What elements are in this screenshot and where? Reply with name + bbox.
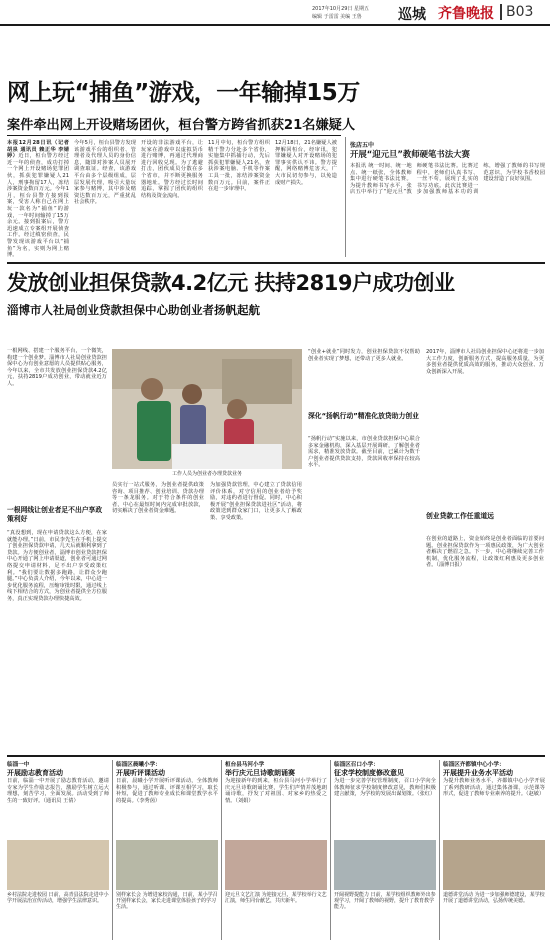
bottom-item: 临淄区齐都镇中心小学： 开展提升业务水平活动 为提升教师业务水平，齐都镇中心小学开展了系列教研活动，通过集体备课、示范课等形式，促进了教师专业素养的提升。（赵敏） 道德讲堂活动 为进一步加强师德建设，某学校开展了道德讲堂活动，弘扬传统美德。 — [443, 762, 545, 905]
bottom-item: 桓台县马河小学 举行庆元旦诗歌朗诵赛 为迎接新年的到来，桓台县马河小学举行了庆元旦诗歌朗诵比赛，学生们声情并茂地朗诵诗歌，抒发了对祖国、对家乡的热爱之情。（刘娟） 迎元旦文艺汇演 为迎接元旦，某学校举行文艺汇演，师生同台献艺，共庆新年。 — [225, 762, 327, 905]
bottom-col-divider — [221, 760, 222, 940]
editor-credit: 编辑 于雷雷 美编 王鲁 — [312, 14, 362, 20]
second-col-5: “创业+就业”同时发力，创业担保贷款不仅帮助创业者实现了梦想，还带动了更多人就业。 — [308, 349, 420, 362]
section1-title: 一根网线让创业者足不出户享政策利好 — [7, 506, 103, 523]
section3-title: 创业贷款工作任重道远 — [426, 512, 494, 520]
issue-date: 2017年10月29日 星期五 — [312, 6, 370, 12]
side-story — [350, 140, 545, 258]
photo-caption: 工作人员为创业者办理贷款业务 — [171, 471, 242, 477]
second-col-6: 2017年，淄博市人社局创业担保中心还将进一步加大工作力度，创新服务方式，提高服务质量，为更多创业者提供优质高效的服务，推动大众创业、万众创新深入开展。 — [426, 349, 544, 375]
section-divider — [7, 262, 545, 264]
top-story-col-2: 今年5月，桓台县警方发现该游戏平台的组织者、管理者及代理人员的身份信息，随即对涉案人员展开调查取证。经查，该游戏平台由多个层级组成，层层发展代理，吸引大量玩家参与赌博，其中涉及赌资达数百万元，严重扰乱社会秩序。 — [74, 140, 136, 206]
second-col-4: 为加强贷款管理，中心建立了贷款信用评价体系，对守信用的创业者给予奖励，对违约者进行督促。同时，中心积极开展“创业担保贷款进社区”活动，将政策送到群众家门口，让更多人了解政策、享受政策。 — [210, 482, 302, 521]
bottom-col-divider — [439, 760, 440, 940]
section1-body: “真没想到，现在申请贷款这么方便，在家就能办理。”日前，市民李先生在手机上提交了创业担保贷款申请，几天后就顺利拿到了贷款。为方便创业者，淄博市创业贷款担保中心开通了网上申请渠道，创业者可通过网络提交申请材料，足不出户享受政策红利。“我们要让数据多跑路，让群众少跑腿。”中心负责人介绍，今年以来，中心进一步优化服务流程，压缩审批时限，通过线上线下相结合的方式，为创业者提供全方位服务，真正实现贷款办理快捷高效。 — [7, 530, 107, 602]
newspaper-logo: 齐鲁晚报 — [438, 6, 494, 22]
top-rule — [7, 135, 341, 136]
side-divider — [345, 137, 346, 257]
section2-title: 深化“扬帆行动”精准化放贷助力创业 — [308, 412, 419, 420]
side-body: 本报讯 统一时间、统一地点、统一纸张，全体教师集中进行硬笔书法比赛。为提升教师书写水平，张店五中举行了“迎元旦”教师硬笔书法比赛。比赛过程中，老师们认真书写、一丝不苟，展现了扎实的书写功底。此次比赛进一步加强教师基本功的训练，增强了教师的书写规范意识，为学校书香校园建设营造了良好氛围。 — [350, 163, 545, 196]
top-headline: 网上玩“捕鱼”游戏，一年输掉15万 — [7, 80, 360, 106]
top-story-col-5: 12月18日，21名嫌疑人被押解回桓台，经审讯，犯罪嫌疑人对开设赌场的犯罪事实供认不讳。警方提醒，网络赌博危害大，广大市民切勿参与，以免造成财产损失。 — [275, 140, 337, 186]
top-subhead: 案件牵出网上开设赌场团伙，桓台警方跨省抓获21名嫌疑人 — [7, 118, 356, 133]
bottom-item: 临淄一中 开展励志教育活动 日前，临淄一中开展了励志教育活动，邀请专家为学生作励志报告，激励学生树立远大理想，刻苦学习，全面发展。活动受到了师生的一致好评。（通讯员 王倩） 乡村法院走进校园 日前，高青县法院走进中小学开展法治宣传活动，增强学生法律意识。 — [7, 762, 109, 905]
bottom-item: 临淄区晨曦小学： 开展听评课活动 日前，晨曦小学开展听评课活动，全体教师积极参与，通过听课、评课互相学习，取长补短，促进了教师专业成长和课堂教学水平的提高。（李秀茵） 别样家长会 为增进家校沟通，日前，某小学召开别样家长会，家长走进课堂体验孩子的学习生活。 — [116, 762, 218, 911]
photo-illustration — [112, 349, 302, 469]
bottom-divider — [7, 755, 545, 757]
top-story-col-4: 11月中旬，桓台警方组织精干警力分赴多个省份，实施集中抓捕行动，先后抓获犯罪嫌疑人21名，查获涉案电脑、手机等作案工具一批，冻结涉案资金数百万元。目前，案件正在进一步审理中。 — [208, 140, 270, 193]
bottom-photo — [7, 840, 109, 890]
bottom-col-divider — [112, 760, 113, 940]
second-headline: 发放创业担保贷款4.2亿元 扶持2819户成功创业 — [7, 271, 455, 295]
bottom-item: 临淄区召口小学： 征求学校制度修改意见 为进一步完善学校管理制度，召口小学向全体教师征求学校制度修改意见，教师们积极建言献策，为学校的发展出谋划策。（张红） 开阔视野提能力 日前，某学校组织教师外出参观学习，开阔了教师的视野，提升了教育教学能力。 — [334, 762, 436, 911]
side-kicker: 张店五中 — [350, 142, 375, 149]
second-subhead: 淄博市人社局创业贷款担保中心助创业者扬帆起航 — [7, 303, 260, 317]
page-divider — [500, 4, 502, 20]
side-headline: 开展“迎元旦”教师硬笔书法大赛 — [350, 149, 470, 159]
section2-body: “扬帆行动”实施以来，市创业贷款担保中心联合多家金融机构，深入基层开展调研，了解创业者需求，精准发放贷款。截至目前，已累计为数千户创业者提供贷款支持，贷款回收率保持在较高水平。 — [308, 436, 420, 469]
story-photo — [112, 349, 302, 469]
page-number: B03 — [506, 4, 534, 20]
bottom-photo — [116, 840, 218, 890]
bottom-photo — [225, 840, 327, 890]
second-col-3: 员实行一站式服务，为创业者提供政策咨询、项目推荐、创业培训、贷款办理等一条龙服务。对于符合条件的创业者，中心在最短时间内完成审批放款，切实解决了创业者资金难题。 — [112, 482, 204, 515]
bottom-photo — [334, 840, 436, 890]
top-story-col-3: 开设的非法游戏平台，让玩家在游戏中以虚拟货币进行赌博，再通过代理商进行回收兑现。为了逃避打击，团伙成员分散在多个省市，并不断更换服务器地址。警方经过长时间追踪，掌握了团伙的组织结构及资金流向。 — [141, 140, 203, 199]
section3-body: 在创业的道路上，资金始终是创业者面临的首要问题。创业担保贷款作为一项惠民政策，为广大创业者解决了燃眉之急。下一步，中心将继续完善工作机制，优化服务流程，让政策红利惠及更多创业者。（淄博日报） — [426, 536, 544, 569]
second-intro: 一根网线、搭建一个服务平台，一个微笑，构建一个创业梦。淄博市人社局创业贷款担保中心为有创业意愿的人员提供贴心服务，今年以来，全市共发放创业担保贷款4.2亿元，扶持2819户成功创业，带动就业近万人。 — [7, 348, 107, 387]
masthead — [0, 0, 550, 26]
bottom-col-divider — [330, 760, 331, 940]
bottom-photo — [443, 840, 545, 890]
section-name: 巡城 — [398, 7, 426, 23]
top-story-col-1: 本报12月28日讯（记者 胡泉 通讯员 赖正华 李婧婷）近日，桓台警方经过近一年的侦查，成功打掉一个网上开设赌场犯罪团伙，抓获犯罪嫌疑人21人，刑事拘留17人，冻结涉案资金数百万元。今年1月，桓台县警方接到报案，受害人称自己在网上玩一款名为“捕鱼”的游戏，一年时间输掉了15万余元。接到报案后，警方迅速成立专案组开展侦查工作。经过缜密侦查，民警发现该游戏平台以“捕鱼”为名，实则为网上赌博。 — [7, 140, 69, 259]
